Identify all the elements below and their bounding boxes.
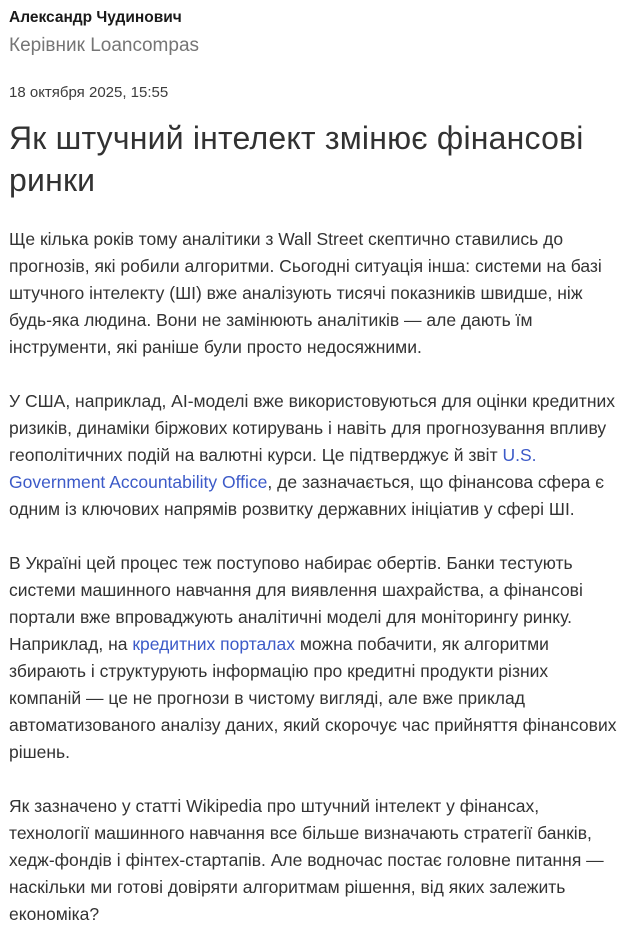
publish-date: 18 октября 2025, 15:55 [9, 84, 169, 102]
article-paragraph [9, 793, 623, 928]
paragraph-text: , де зазначається, що фінансова сфера є одним із ключових напрямів розвитку державних ініціатив у сфері ШІ. [9, 471, 605, 519]
article-paragraph [9, 550, 623, 766]
paragraph-text: можна побачити, як алгоритми збирають і структурують інформацію про кредитні продукти різних компаній — це не прогнози в чистому вигляді, але вже приклад автоматизованого аналізу даних, який скорочує час прийняття фінансових рішень. [9, 633, 617, 762]
author-role: Керівник Loancompas [9, 35, 200, 57]
paragraph-text: Як зазначено у статті Wikipedia про штучний інтелект у фінансах, технології машинного навчання все більше визначають стратегії банків, хедж-фондів і фінтех-стартапів. Але водночас постає головне питання — наскільки ми готові довіряти алгоритмам рішення, від яких залежить економіка? [9, 795, 604, 924]
author-name: Александр Чудинович [9, 9, 182, 26]
paragraph-text: Ще кілька років тому аналітики з Wall Street скептично ставились до прогнозів, які робили алгоритми. Сьогодні ситуація інша: системи на базі штучного інтелекту (ШІ) вже аналізують тисячі показників швидше, ніж будь-яка людина. Вони не замінюють аналітиків — але дають їм інструменти, які раніше були просто недосяжними. [9, 228, 602, 357]
article-paragraph [9, 388, 623, 523]
inline-link[interactable]: U.S. Government Accountability Office [9, 444, 537, 492]
article-paragraph [9, 226, 623, 361]
paragraph-text: В Україні цей процес теж поступово набирає обертів. Банки тестують системи машинного навчання для виявлення шахрайства, а фінансові портали вже впроваджують аналітичні моделі для моніторингу ринку. Наприклад, на [9, 552, 583, 654]
article-title: Як штучний інтелект змінює фінансові ринки [9, 120, 584, 199]
article-body [9, 226, 623, 928]
paragraph-text: У США, наприклад, AI-моделі вже використовуються для оцінки кредитних ризиків, динаміки біржових котирувань і навіть для прогнозування впливу геополітичних подій на валютні курси. Це підтверджує й звіт [9, 390, 616, 465]
inline-link[interactable]: кредитних порталах [132, 633, 295, 654]
